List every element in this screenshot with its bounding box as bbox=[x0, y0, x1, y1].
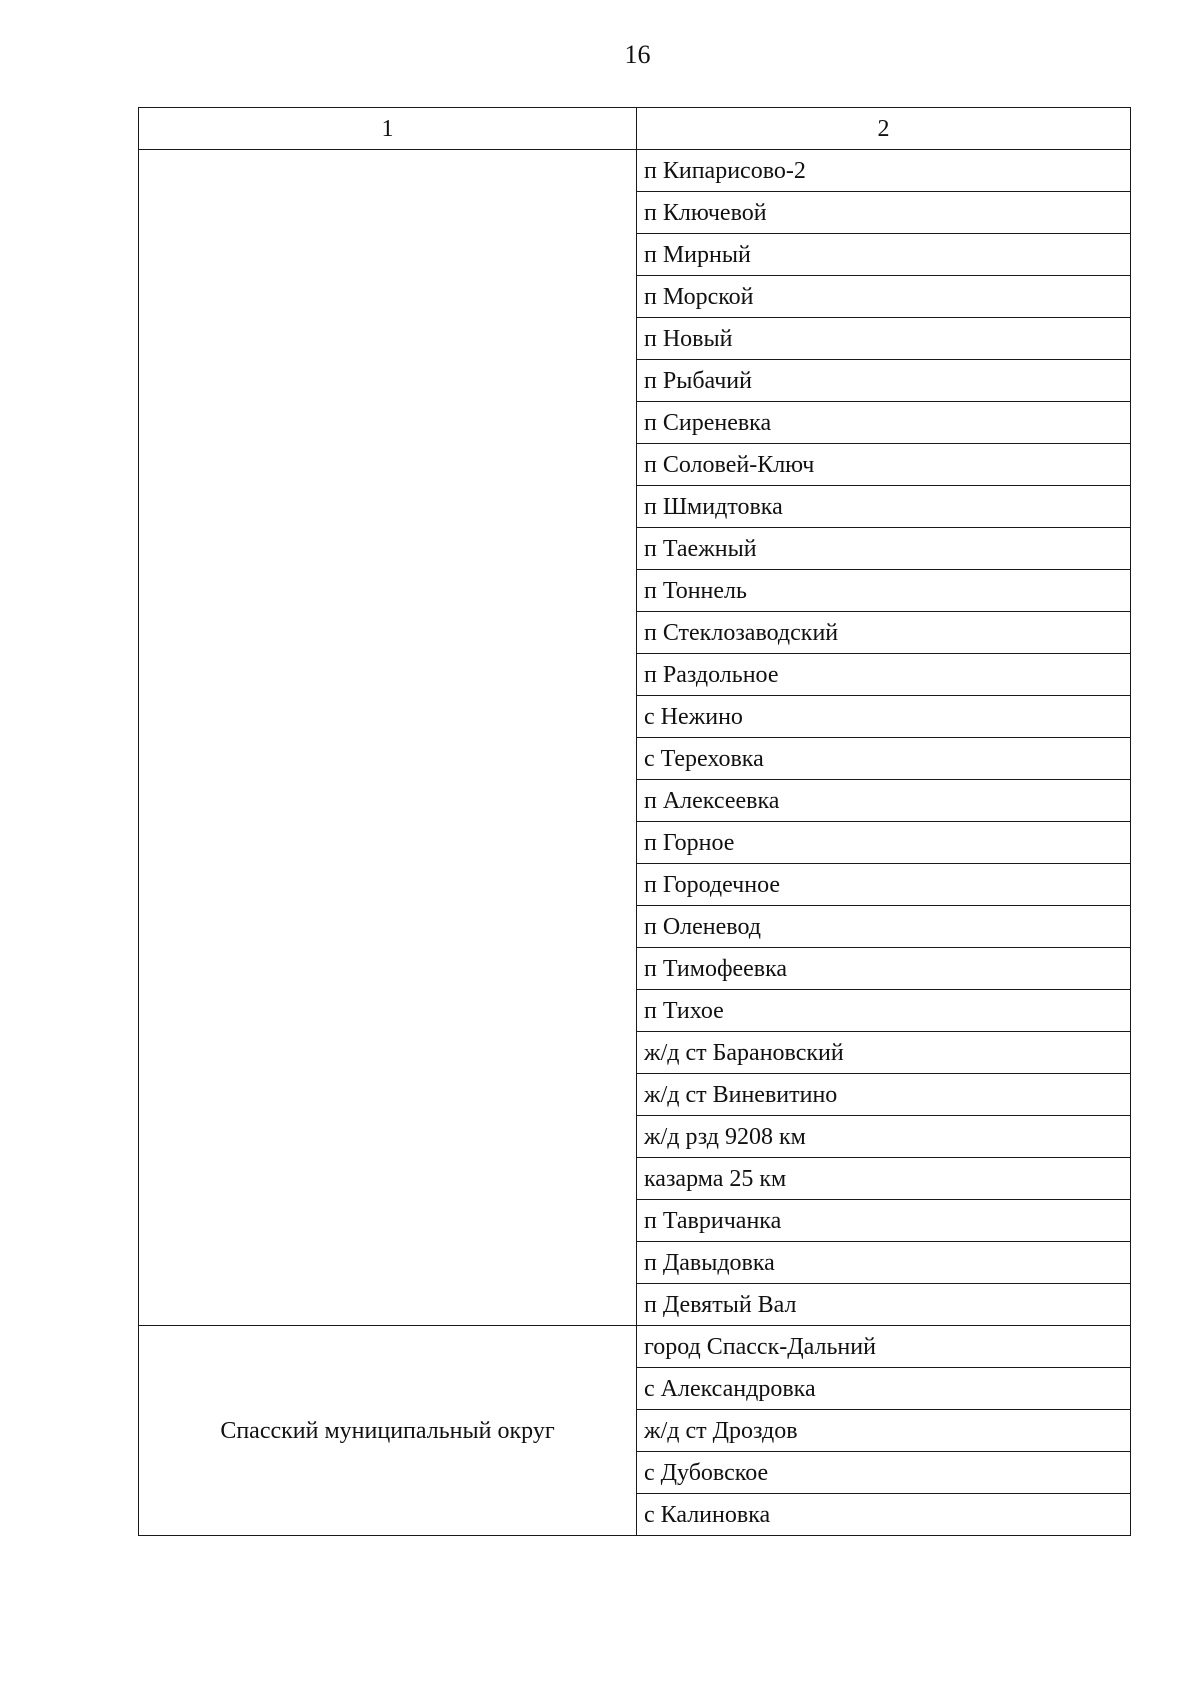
settlement-cell: с Дубовское bbox=[637, 1452, 1131, 1494]
settlement-cell: ж/д рзд 9208 км bbox=[637, 1116, 1131, 1158]
settlement-cell: п Городечное bbox=[637, 864, 1131, 906]
table-header bbox=[139, 108, 1131, 150]
settlement-cell: п Раздольное bbox=[637, 654, 1131, 696]
settlement-cell: п Новый bbox=[637, 318, 1131, 360]
settlement-cell: п Тимофеевка bbox=[637, 948, 1131, 990]
region-cell bbox=[139, 150, 637, 1326]
settlement-cell: п Алексеевка bbox=[637, 780, 1131, 822]
region-cell: Спасский муниципальный округ bbox=[139, 1326, 637, 1536]
settlement-cell: п Рыбачий bbox=[637, 360, 1131, 402]
settlement-cell: ж/д ст Дроздов bbox=[637, 1410, 1131, 1452]
settlement-cell: с Александровка bbox=[637, 1368, 1131, 1410]
column-header-2: 2 bbox=[637, 108, 1131, 150]
settlement-cell: п Кипарисово-2 bbox=[637, 150, 1131, 192]
column-header-1: 1 bbox=[139, 108, 637, 150]
settlement-cell: казарма 25 км bbox=[637, 1158, 1131, 1200]
settlement-cell: п Соловей-Ключ bbox=[637, 444, 1131, 486]
settlement-cell: п Таежный bbox=[637, 528, 1131, 570]
settlement-cell: город Спасск-Дальний bbox=[637, 1326, 1131, 1368]
settlement-cell: п Стеклозаводский bbox=[637, 612, 1131, 654]
settlement-cell: ж/д ст Виневитино bbox=[637, 1074, 1131, 1116]
settlement-cell: ж/д ст Барановский bbox=[637, 1032, 1131, 1074]
settlement-cell: п Мирный bbox=[637, 234, 1131, 276]
settlement-cell: п Тоннель bbox=[637, 570, 1131, 612]
settlements-table bbox=[138, 107, 1131, 1536]
settlement-cell: п Шмидтовка bbox=[637, 486, 1131, 528]
settlement-cell: с Тереховка bbox=[637, 738, 1131, 780]
page-number: 16 bbox=[624, 40, 651, 69]
settlement-cell: п Сиреневка bbox=[637, 402, 1131, 444]
settlement-cell: с Калиновка bbox=[637, 1494, 1131, 1536]
table-row bbox=[139, 150, 1131, 192]
settlement-cell: п Оленевод bbox=[637, 906, 1131, 948]
table-body bbox=[139, 150, 1131, 1536]
settlement-cell: п Давыдовка bbox=[637, 1242, 1131, 1284]
settlement-cell: п Тихое bbox=[637, 990, 1131, 1032]
settlement-cell: п Морской bbox=[637, 276, 1131, 318]
settlement-cell: п Ключевой bbox=[637, 192, 1131, 234]
header-row bbox=[139, 108, 1131, 150]
settlement-cell: п Тавричанка bbox=[637, 1200, 1131, 1242]
table-row bbox=[139, 1326, 1131, 1368]
settlement-cell: с Нежино bbox=[637, 696, 1131, 738]
settlement-cell: п Горное bbox=[637, 822, 1131, 864]
settlement-cell: п Девятый Вал bbox=[637, 1284, 1131, 1326]
